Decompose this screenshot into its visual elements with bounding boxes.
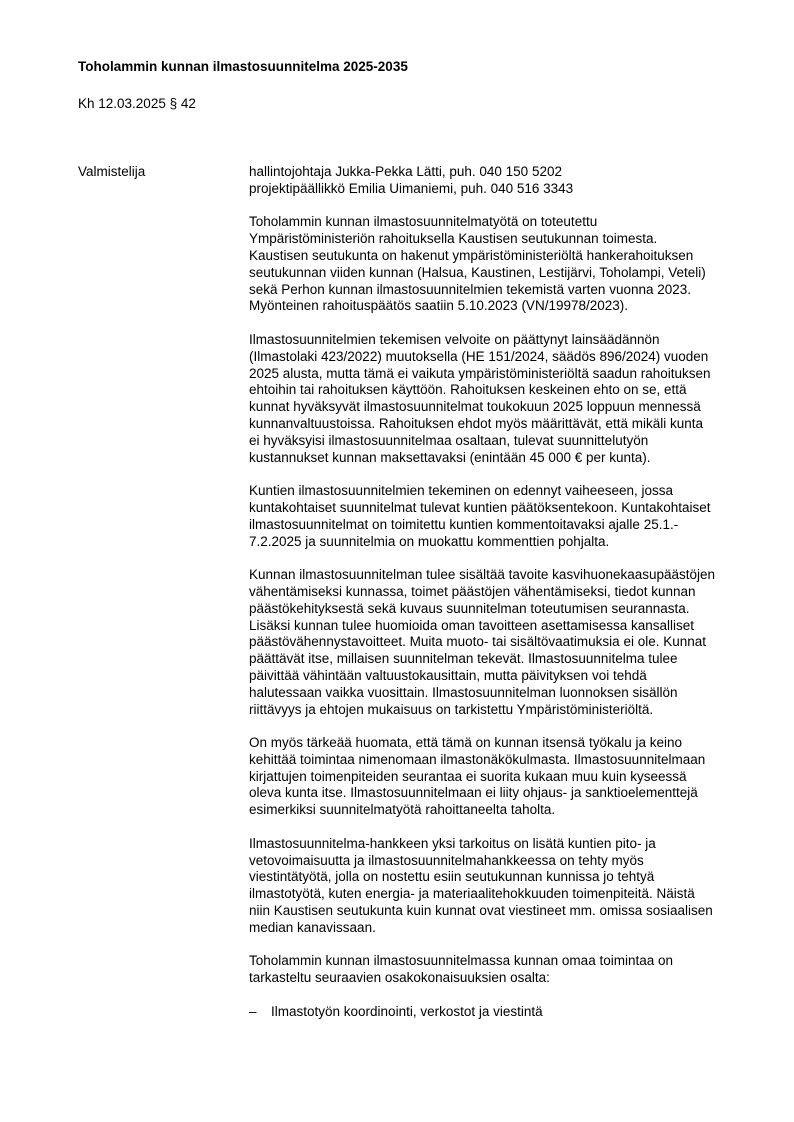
paragraph-line: On myös tärkeää huomata, että tämä on kunnan itsensä työkalu ja keino	[249, 735, 683, 751]
paragraph-line: Kunnan ilmastosuunnitelman tulee sisältää tavoite kasvihuonekaasupäästöjen	[249, 567, 716, 583]
document-body	[249, 164, 769, 1021]
paragraph-line: Toholammin kunnan ilmastosuunnitelmassa kunnan omaa toimintaa on	[249, 953, 673, 969]
preparer-line: projektipäällikkö Emilia Uimaniemi, puh. 040 516 3343	[249, 180, 574, 196]
paragraph-line: ehtoihin tai rahoituksen käyttöön. Rahoituksen keskeinen ehto on se, että	[249, 382, 687, 398]
paragraph-line: viestintätyötä, jolla on nostettu esiin seutukunnan kunnissa jo tehtyä	[249, 869, 655, 885]
paragraph-line: kunnanvaltuustoissa. Rahoituksen ehdot myös määrittävät, että mikäli kunta	[249, 415, 703, 431]
paragraph-line: oleva kunta itse. Ilmastosuunnitelmaan ei liity ohjaus- ja sanktioelementtejä	[249, 785, 698, 801]
paragraph-line: Ilmastosuunnitelmien tekemisen velvoite on päättynyt lainsäädännön	[249, 331, 660, 347]
paragraph-line: vetovoimaisuutta ja ilmastosuunnitelmahankkeessa on tehty myös	[249, 852, 644, 868]
paragraph-line: päästövähennystavoitteet. Muita muoto- tai sisältövaatimuksia ei ole. Kunnat	[249, 634, 707, 650]
paragraph-line: niin Kaustisen seutukunta kuin kunnat ovat viestineet mm. omissa sosiaalisen	[249, 903, 713, 919]
document-title: Toholammin kunnan ilmastosuunnitelma 2025-2035	[78, 59, 408, 74]
paragraph-line: Ympäristöministeriön rahoituksella Kaustisen seutukunnan toimesta.	[249, 231, 658, 247]
paragraph-line: päivittää vähintään valtuustokausittain, mutta päivityksen voi tehdä	[249, 667, 647, 683]
paragraph-line: kunnat hyväksyvät ilmastosuunnitelmat toukokuun 2025 loppuun mennessä	[249, 399, 701, 415]
paragraph-line: kuntakohtaiset suunnitelmat tulevat kuntien päätöksentekoon. Kuntakohtaiset	[249, 499, 711, 515]
bullet-item	[249, 1004, 769, 1021]
paragraph-line: Ilmastosuunnitelma-hankkeen yksi tarkoitus on lisätä kuntien pito- ja	[249, 835, 656, 851]
paragraph-line: ei hyväksyisi ilmastosuunnitelmaa osaltaan, tulevat suunnittelutyön	[249, 432, 649, 448]
paragraph-line: ilmastotyötä, kuten energia- ja materiaalitehokkuuden toimenpiteitä. Näistä	[249, 886, 695, 902]
body-paragraphs	[249, 214, 769, 987]
paragraph-line: ilmastosuunnitelmat on toimitettu kuntien kommentoitavaksi ajalle 25.1.-	[249, 516, 679, 532]
bullet-dash: –	[249, 1003, 257, 1019]
paragraph-line: Kaustisen seutukunta on hakenut ympäristöministeriöltä hankerahoituksen	[249, 247, 694, 263]
paragraph-line: seutukunnan viiden kunnan (Halsua, Kaustinen, Lestijärvi, Toholampi, Veteli)	[249, 264, 706, 280]
preparer-list	[249, 164, 769, 198]
bullet-text: Ilmastotyön koordinointi, verkostot ja viestintä	[271, 1003, 543, 1019]
paragraph-line: 2025 alusta, mutta tämä ei vaikuta ympäristöministeriöltä saadun rahoituksen	[249, 365, 711, 381]
body-paragraph	[249, 953, 769, 987]
paragraph-line: (Ilmastolaki 423/2022) muutoksella (HE 151/2024, säädös 896/2024) vuoden	[249, 348, 709, 364]
paragraph-line: Lisäksi kunnan tulee huomioida oman tavoitteen asettamisessa kansalliset	[249, 617, 695, 633]
paragraph-line: päättävät itse, millaisen suunnitelman tekevät. Ilmastosuunnitelma tulee	[249, 651, 678, 667]
body-paragraph	[249, 214, 769, 315]
meeting-reference: Kh 12.03.2025 § 42	[78, 96, 196, 111]
paragraph-line: median kanavissaan.	[249, 919, 376, 935]
paragraph-line: kustannukset kunnan maksettavaksi (enintään 45 000 € per kunta).	[249, 449, 651, 465]
paragraph-line: kehittää toimintaa nimenomaan ilmastonäkökulmasta. Ilmastosuunnitelmaan	[249, 751, 706, 767]
paragraph-line: sekä Perhon kunnan ilmastosuunnitelmien tekemistä varten vuonna 2023.	[249, 281, 692, 297]
bullet-list	[249, 1004, 769, 1021]
body-paragraph	[249, 567, 769, 718]
paragraph-line: riittävyys ja ehtojen mukaisuus on tarkistettu Ympäristöministeriöltä.	[249, 701, 654, 717]
body-paragraph	[249, 836, 769, 937]
paragraph-line: vähentämiseksi kunnassa, toimet päästöjen vähentämiseksi, tiedot kunnan	[249, 583, 696, 599]
paragraph-line: päästökehityksestä sekä kuvaus suunnitelman toteutumisen seurannasta.	[249, 600, 690, 616]
body-paragraph	[249, 483, 769, 550]
paragraph-line: tarkasteltu seuraavien osakokonaisuuksien osalta:	[249, 970, 550, 986]
paragraph-line: Toholammin kunnan ilmastosuunnitelmatyötä on toteutettu	[249, 214, 598, 230]
paragraph-line: halutessaan vaikka vuosittain. Ilmastosuunnitelman luonnoksen sisällön	[249, 684, 678, 700]
paragraph-line: Myönteinen rahoituspäätös saatiin 5.10.2023 (VN/19978/2023).	[249, 298, 629, 314]
body-paragraph	[249, 332, 769, 466]
body-paragraph	[249, 735, 769, 819]
paragraph-line: Kuntien ilmastosuunnitelmien tekeminen on edennyt vaiheeseen, jossa	[249, 483, 674, 499]
preparer-label: Valmistelija	[78, 164, 146, 179]
paragraph-line: esimerkiksi suunnitelmatyötä rahoittaneelta taholta.	[249, 802, 556, 818]
paragraph-line: kirjattujen toimenpiteiden seurantaa ei suorita kukaan muu kuin kyseessä	[249, 768, 687, 784]
preparer-line: hallintojohtaja Jukka-Pekka Lätti, puh. 040 150 5202	[249, 164, 562, 179]
paragraph-line: 7.2.2025 ja suunnitelmia on muokattu kommenttien pohjalta.	[249, 533, 610, 549]
